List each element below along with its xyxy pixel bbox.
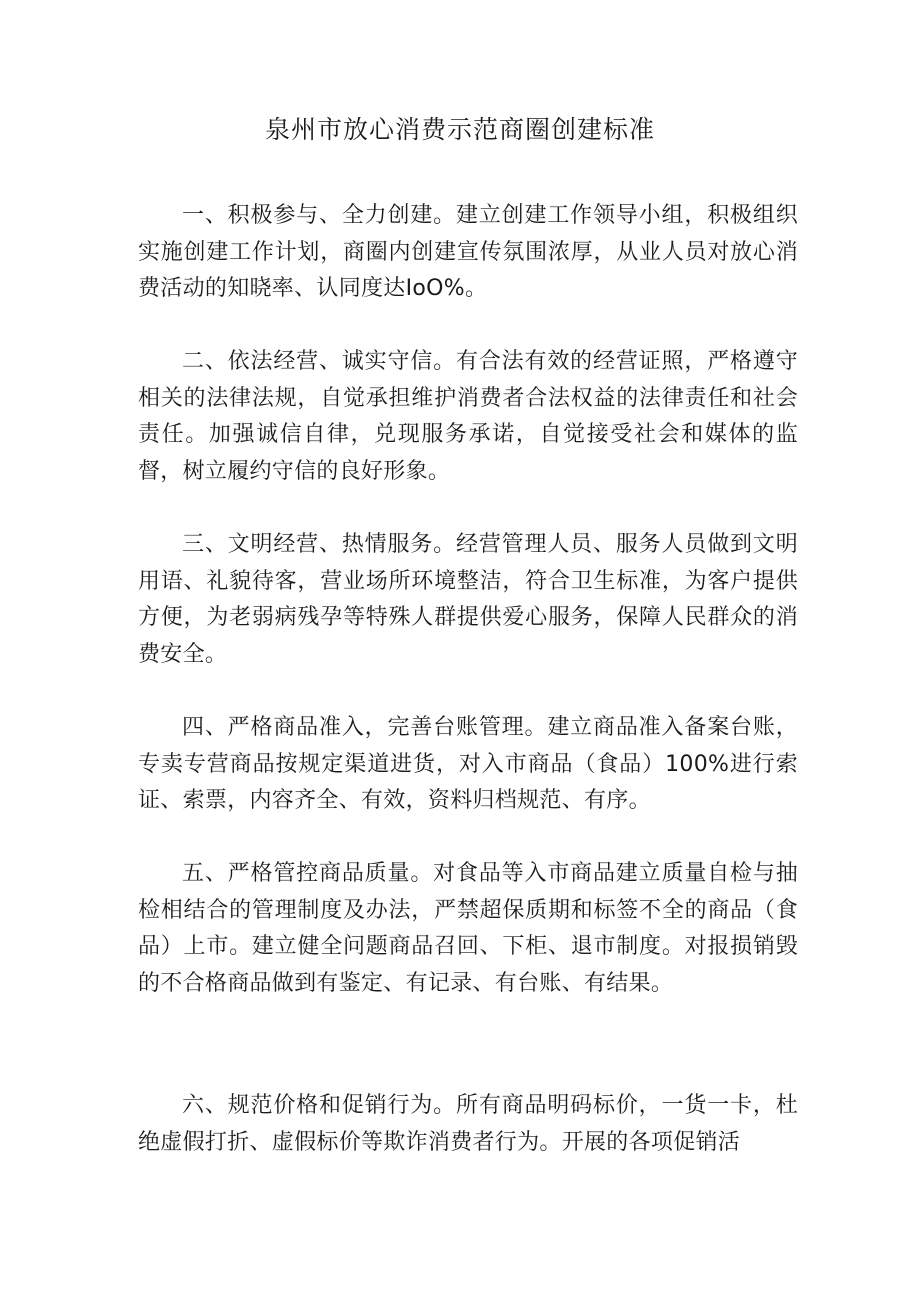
section-6	[138, 1088, 798, 1161]
section-5	[138, 856, 798, 1002]
section-3	[138, 527, 798, 673]
paragraph-1: 一、积极参与、全力创建。建立创建工作领导小组，积极组织实施创建工作计划，商圈内创建宣传氛围浓厚，从业人员对放心消费活动的知晓率、认同度达IoO%。	[138, 203, 798, 301]
paragraph-4: 四、严格商品准入，完善台账管理。建立商品准入备案台账，专卖专营商品按规定渠道进货，对入市商品（食品）100%进行索证、索票，内容齐全、有效，资料归档规范、有序。	[138, 715, 798, 813]
section-2	[138, 344, 798, 490]
paragraph-3: 三、文明经营、热情服务。经营管理人员、服务人员做到文明用语、礼貌待客，营业场所环境整洁，符合卫生标准，为客户提供方便，为老弱病残孕等特殊人群提供爱心服务，保障人民群众的消费安全。	[138, 532, 798, 667]
section-1	[138, 198, 798, 308]
paragraph-5: 五、严格管控商品质量。对食品等入市商品建立质量自检与抽检相结合的管理制度及办法，严禁超保质期和标签不全的商品（食品）上市。建立健全问题商品召回、下柜、退市制度。对报损销毁的不合格商品做到有鉴定、有记录、有台账、有结果。	[138, 861, 798, 996]
document-title: 泉州市放心消费示范商圈创建标准	[264, 115, 655, 144]
paragraph-6: 六、规范价格和促销行为。所有商品明码标价，一货一卡，杜绝虚假打折、虚假标价等欺诈消费者行为。开展的各项促销活	[138, 1093, 798, 1155]
section-4	[138, 710, 798, 820]
paragraph-2: 二、依法经营、诚实守信。有合法有效的经营证照，严格遵守相关的法律法规，自觉承担维护消费者合法权益的法律责任和社会责任。加强诚信自律，兑现服务承诺，自觉接受社会和媒体的监督，树立履约守信的良好形象。	[138, 349, 798, 484]
